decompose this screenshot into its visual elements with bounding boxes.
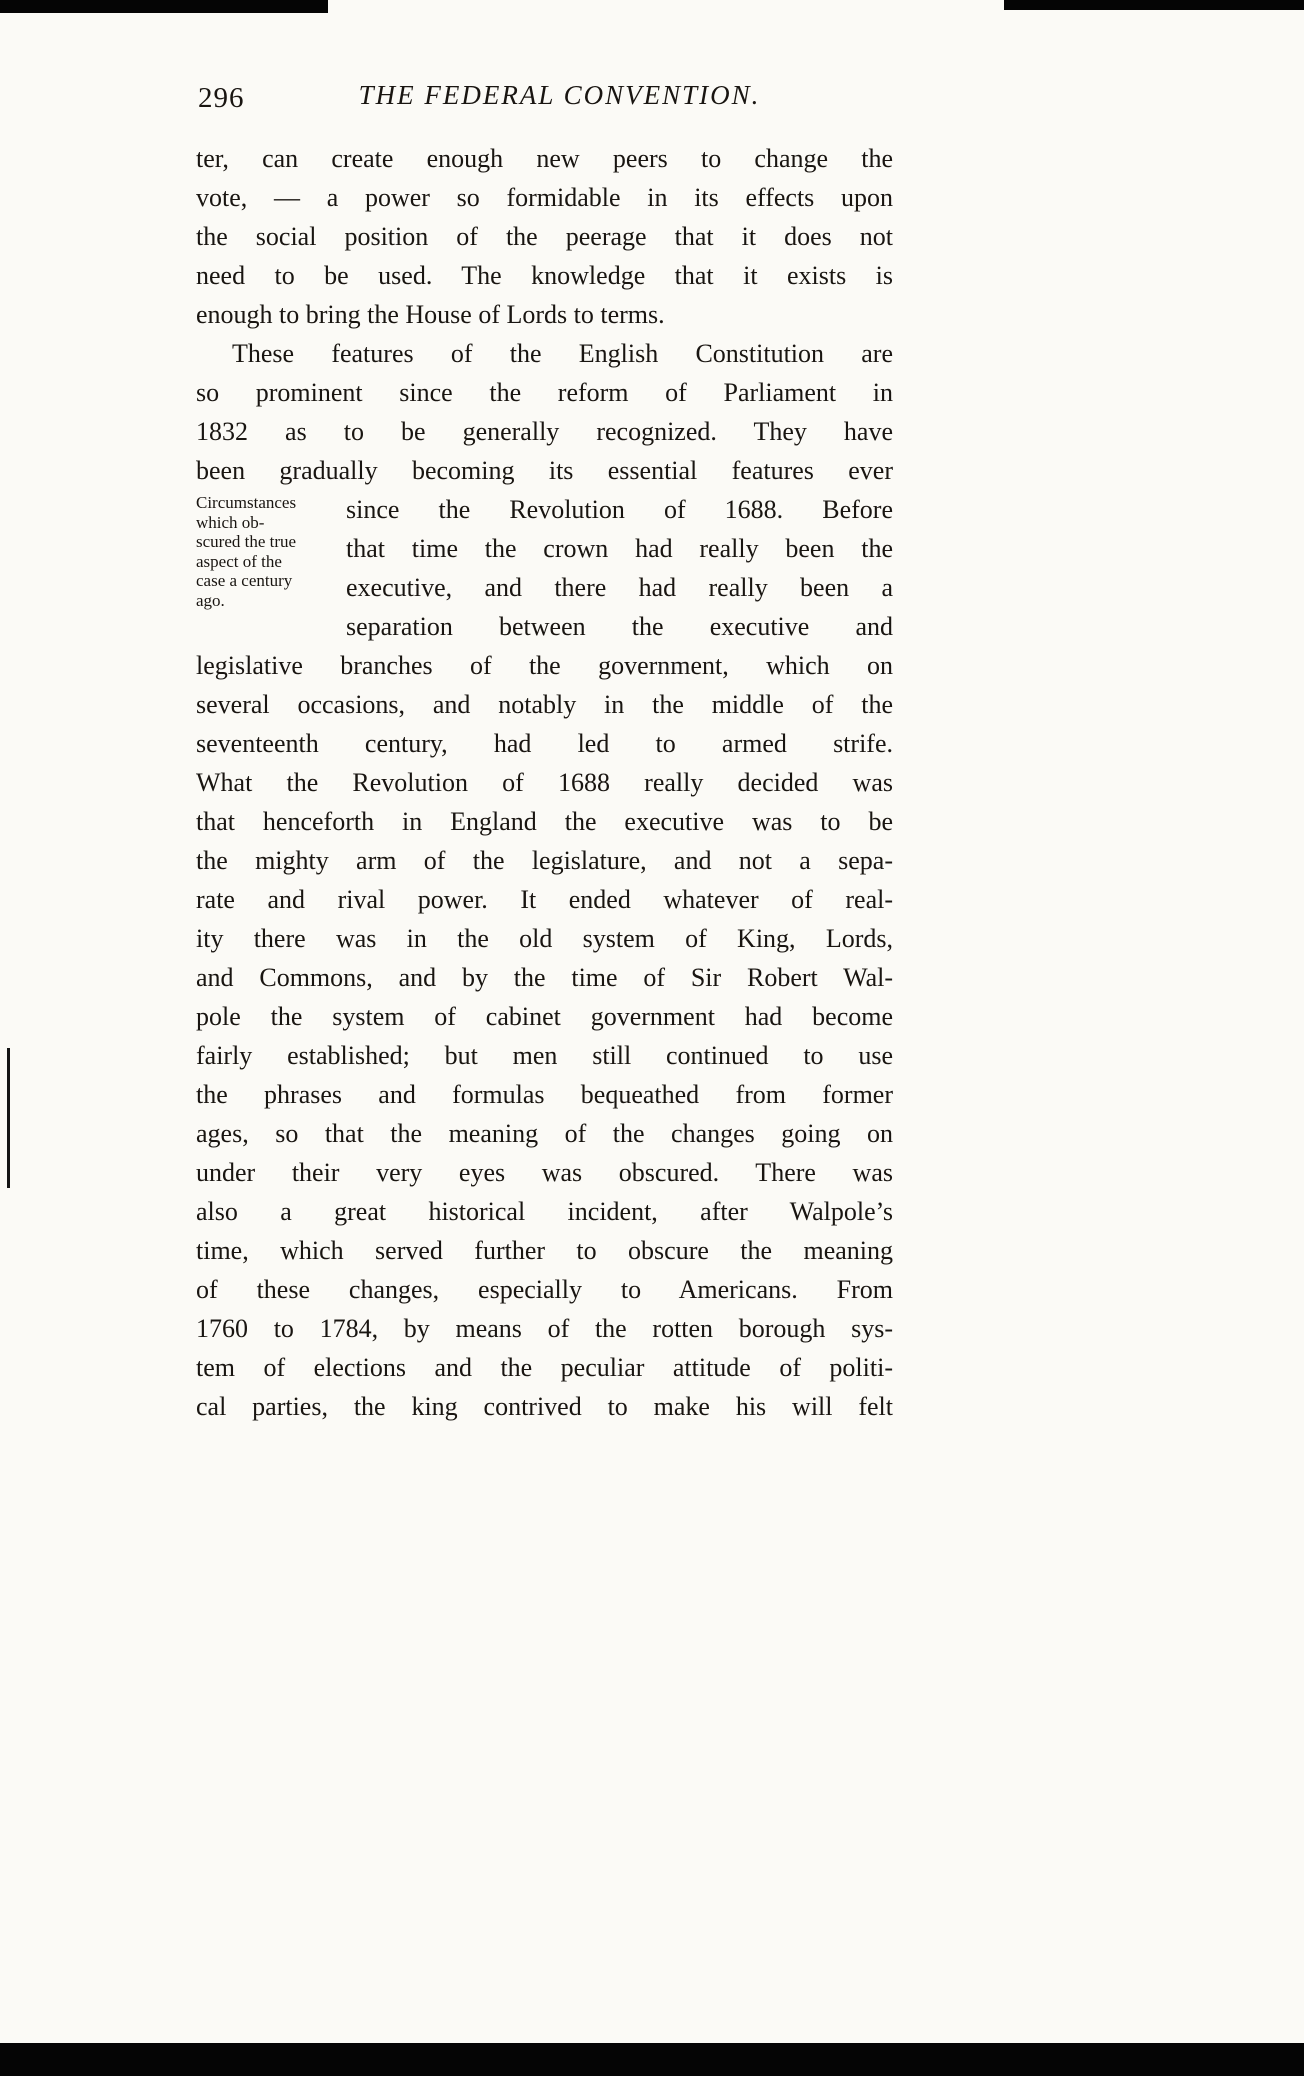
body-line: rate and rival power. It ended whatever of real- xyxy=(196,885,893,914)
body-line: fairly established; but men still continued to use xyxy=(196,1041,893,1070)
body-line: What the Revolution of 1688 really decided was xyxy=(196,768,893,797)
body-line: the mighty arm of the legislature, and not a sepa- xyxy=(196,846,893,875)
sidenote-line: ago. xyxy=(196,590,225,610)
sidenote-line: which ob- xyxy=(196,512,265,532)
scan-artifact-bottom-bar xyxy=(0,2043,1304,2076)
body-line: seventeenth century, had led to armed strife. xyxy=(196,729,893,758)
body-line: that henceforth in England the executive was to be xyxy=(196,807,893,836)
body-line: 1832 as to be generally recognized. They have xyxy=(196,417,893,446)
scan-artifact-top-left-bar xyxy=(0,0,328,13)
body-line: cal parties, the king contrived to make his will felt xyxy=(196,1392,893,1421)
sidenote-line: Circumstances xyxy=(196,493,297,512)
body-line: under their very eyes was obscured. There was xyxy=(196,1158,893,1187)
sidenote-line: aspect of the xyxy=(196,551,282,571)
body-line: several occasions, and notably in the middle of the xyxy=(196,690,893,719)
body-line: ter, can create enough new peers to change the xyxy=(196,144,893,173)
body-line: 1760 to 1784, by means of the rotten borough sys- xyxy=(196,1314,893,1343)
body-line: separation between the executive and xyxy=(346,612,893,641)
body-line: enough to bring the House of Lords to terms. xyxy=(196,300,665,329)
page-number: 296 xyxy=(198,82,245,114)
scan-artifact-edge-line xyxy=(7,1048,10,1188)
sidenote xyxy=(196,493,344,610)
sidenote-line: scured the true xyxy=(196,532,297,551)
body-line: ity there was in the old system of King, Lords, xyxy=(196,924,893,953)
running-title: THE FEDERAL CONVENTION. xyxy=(358,80,761,110)
body-line: These features of the English Constitution are xyxy=(232,339,893,368)
scan-artifact-top-right-bar xyxy=(1004,0,1304,10)
body-line: the phrases and formulas bequeathed from former xyxy=(196,1080,893,1109)
body-line: and Commons, and by the time of Sir Robert Wal- xyxy=(196,963,893,992)
sidenote-line: case a century xyxy=(196,571,293,590)
body-line: ages, so that the meaning of the changes going on xyxy=(196,1119,893,1148)
body-line: need to be used. The knowledge that it exists is xyxy=(196,261,893,290)
text-block xyxy=(196,139,893,1426)
body-line: also a great historical incident, after Walpole’s xyxy=(196,1197,893,1226)
body-line: that time the crown had really been the xyxy=(346,534,893,563)
paragraph xyxy=(196,139,893,334)
body-line: since the Revolution of 1688. Before xyxy=(346,495,893,524)
page-header xyxy=(196,80,893,120)
body-line: vote, — a power so formidable in its effects upon xyxy=(196,183,893,212)
body-line: so prominent since the reform of Parliament in xyxy=(196,378,893,407)
body-line: been gradually becoming its essential features ever xyxy=(196,456,893,485)
body-line: tem of elections and the peculiar attitude of politi- xyxy=(196,1353,893,1382)
body-line: the social position of the peerage that it does not xyxy=(196,222,893,251)
body-line: executive, and there had really been a xyxy=(346,573,893,602)
body-line: time, which served further to obscure the meaning xyxy=(196,1236,893,1265)
body-line: legislative branches of the government, which on xyxy=(196,651,893,680)
body-line: pole the system of cabinet government had become xyxy=(196,1002,893,1031)
body-line: of these changes, especially to Americans. From xyxy=(196,1275,893,1304)
